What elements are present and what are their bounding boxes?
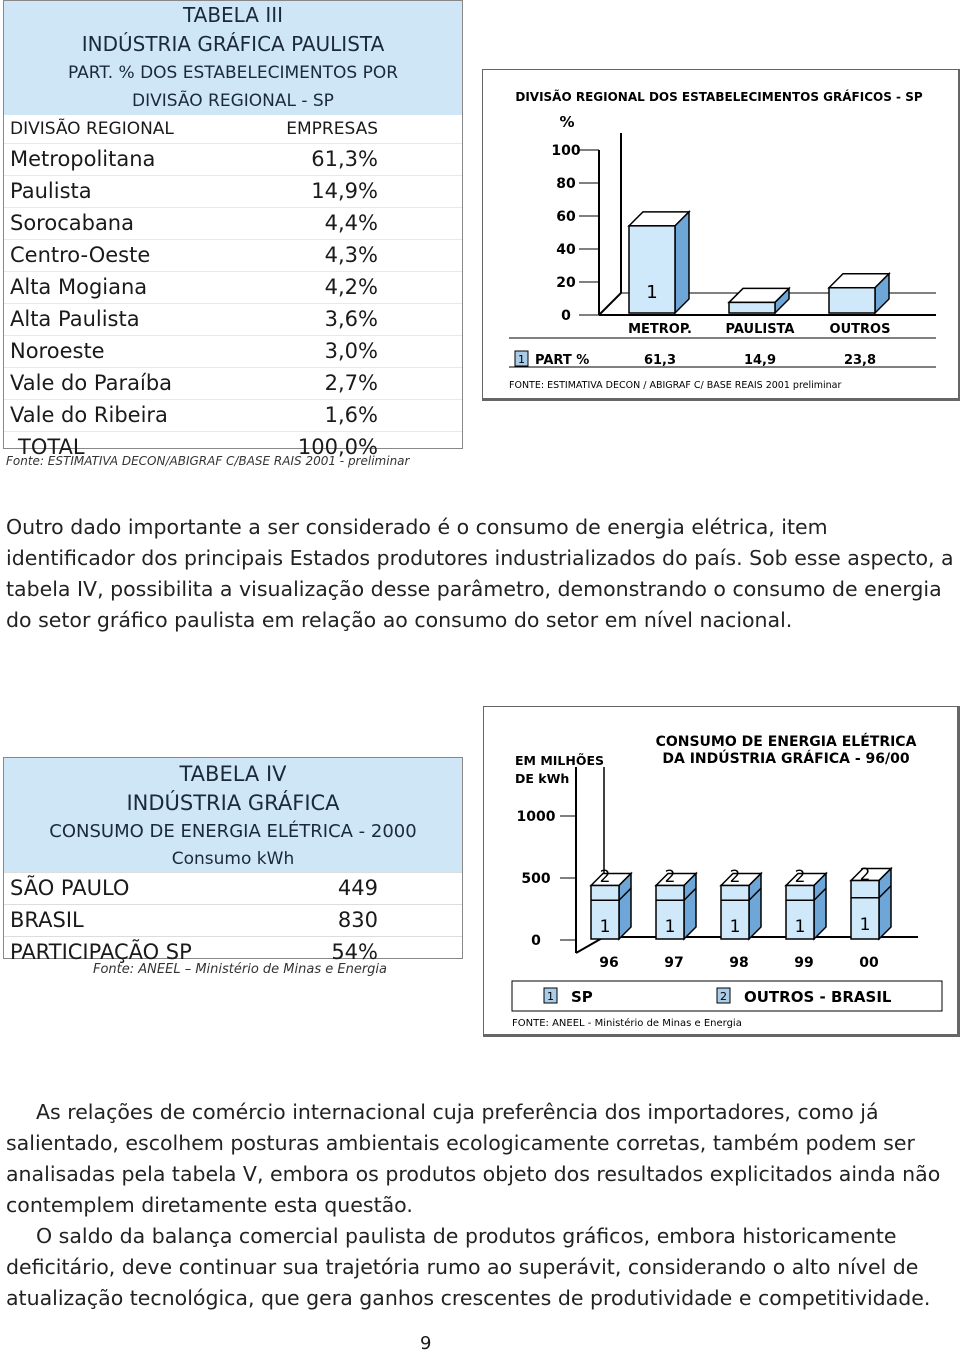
table-row	[4, 400, 462, 432]
row-label: Noroeste	[10, 339, 105, 363]
bar-00	[851, 865, 891, 939]
table-row	[4, 872, 462, 904]
row-value: 449	[337, 876, 378, 900]
table-row	[4, 176, 462, 208]
chart-title-line1: CONSUMO DE ENERGIA ELÉTRICA	[655, 734, 917, 750]
row-label: SÃO PAULO	[10, 876, 130, 900]
bar-96	[591, 867, 631, 939]
row-label: Alta Paulista	[10, 307, 140, 331]
table-iv-subtitle: INDÚSTRIA GRÁFICA	[4, 788, 462, 818]
bar-marker: 1	[646, 281, 658, 303]
category-label: 97	[664, 955, 684, 971]
table-iii-subtitle: INDÚSTRIA GRÁFICA PAULISTA	[4, 29, 462, 59]
legend-key-number: 1	[518, 353, 525, 366]
value-labels	[644, 353, 876, 368]
table-iv-source: Fonte: ANEEL – Ministério de Minas e Energia	[93, 962, 387, 977]
bar-side	[675, 212, 689, 313]
y-ticks	[517, 809, 576, 949]
category-label: PAULISTA	[725, 322, 795, 337]
table-iii-caption-2: DIVISÃO REGIONAL - SP	[4, 87, 462, 115]
paragraph-energy-intro: Outro dado importante a ser considerado é o consumo de energia elétrica, item identificador dos principais Estados produtores industrializados do país. Sob esse aspecto, a tabela IV, possibilita a visualização desse parâmetro, demonstrando o consumo de energia do setor gráfico paulista em relação ao consumo do setor em nível nacional.	[6, 515, 954, 632]
y-tick-label: 20	[556, 275, 576, 291]
legend-others-label: OUTROS - BRASIL	[744, 988, 892, 1006]
segment-label-2: 2	[859, 864, 871, 885]
data-label: 23,8	[843, 353, 877, 368]
chart-source: FONTE: ESTIMATIVA DECON / ABIGRAF C/ BASE REAIS 2001 preliminar	[509, 380, 842, 391]
legend-key-sp-number: 1	[547, 990, 554, 1003]
segment-label-2: 2	[664, 867, 676, 888]
segment-label-1: 1	[794, 917, 806, 938]
y-tick-label: 40	[556, 242, 576, 258]
y-tick-label: 500	[521, 871, 551, 887]
category-label: OUTROS	[829, 322, 891, 337]
y-axis-label-line1: EM MILHÕES	[515, 753, 605, 768]
table-iii-title: TABELA III	[4, 1, 462, 29]
table-iii-caption-1: PART. % DOS ESTABELECIMENTOS POR	[4, 59, 462, 87]
y-tick-label: 100	[551, 143, 581, 159]
y-tick-label: 1000	[516, 809, 556, 825]
table-row	[4, 208, 462, 240]
row-label: Metropolitana	[10, 147, 156, 171]
category-label: 00	[859, 955, 879, 971]
category-label: METROP.	[628, 322, 692, 337]
column-header-companies: EMPRESAS	[286, 119, 378, 139]
y-axis-label-line2: DE kWh	[515, 771, 570, 786]
row-value: 4,3%	[324, 243, 378, 267]
segment-label-2: 2	[599, 867, 611, 888]
row-label: Sorocabana	[10, 211, 134, 235]
bar-metrop	[629, 212, 689, 313]
category-label: 99	[794, 955, 814, 971]
segment-label-1: 1	[599, 917, 611, 938]
segment-label-1: 1	[664, 917, 676, 938]
table-iv-caption: CONSUMO DE ENERGIA ELÉTRICA - 2000	[4, 818, 462, 846]
chart-regional-division-svg	[483, 70, 955, 395]
bar-front	[729, 302, 775, 313]
bar-side	[879, 869, 891, 939]
segment-label-2: 2	[729, 867, 741, 888]
category-labels	[599, 955, 879, 971]
row-value: 54%	[331, 940, 378, 964]
bar-side	[814, 873, 826, 939]
total-value: 100,0%	[297, 435, 378, 459]
chart-energy-consumption	[483, 706, 960, 1037]
y-tick-label: 0	[531, 933, 541, 949]
total-label: TOTAL	[18, 435, 85, 459]
bar-paulista	[729, 288, 789, 313]
page-number: 9	[420, 1333, 432, 1354]
table-iii-source: Fonte: ESTIMATIVA DECON/ABIGRAF C/BASE RAIS 2001 - preliminar	[6, 454, 410, 468]
bars	[629, 212, 889, 313]
data-label: 14,9	[743, 353, 777, 368]
table-row	[4, 304, 462, 336]
category-labels	[628, 322, 890, 337]
table-row	[4, 240, 462, 272]
table-iv-unit: Consumo kWh	[4, 846, 462, 872]
row-value: 3,0%	[324, 339, 378, 363]
table-row	[4, 368, 462, 400]
data-label: 61,3	[643, 353, 677, 368]
legend-sp-label: SP	[571, 988, 593, 1006]
paragraph-trade-balance: O saldo da balança comercial paulista de produtos gráficos, embora historicamente deficitário, deve continuar sua trajetória rumo ao superávit, considerando o alto nível de atualização tecnológica, que gera ganhos crescentes de produtividade e competitividade.	[6, 1224, 931, 1310]
table-row	[4, 904, 462, 936]
table-iii-header-row	[4, 115, 462, 144]
chart-title: DIVISÃO REGIONAL DOS ESTABELECIMENTOS GRÁFICOS - SP	[515, 90, 923, 104]
y-axis-label: %	[559, 113, 575, 131]
category-label: 96	[599, 955, 619, 971]
table-iv	[3, 757, 463, 964]
bar-front	[829, 288, 875, 313]
row-value: 4,2%	[324, 275, 378, 299]
column-header-region: DIVISÃO REGIONAL	[10, 119, 174, 139]
back-wall-left	[599, 133, 621, 315]
row-value: 2,7%	[324, 371, 378, 395]
category-label: 98	[729, 955, 749, 971]
segment-label-2: 2	[794, 867, 806, 888]
legend-series-name: PART %	[535, 353, 590, 368]
bars	[591, 865, 891, 939]
y-tick-label: 0	[561, 308, 571, 324]
row-value: 3,6%	[324, 307, 378, 331]
row-label: Vale do Paraíba	[10, 371, 173, 395]
table-row	[4, 144, 462, 176]
bar-side	[619, 873, 631, 939]
y-tick-label: 60	[556, 209, 576, 225]
chart-source: FONTE: ANEEL - Ministério de Minas e Energia	[512, 1018, 742, 1029]
chart-regional-division	[482, 69, 960, 401]
row-value: 830	[337, 908, 378, 932]
table-iv-title: TABELA IV	[4, 758, 462, 788]
row-label: BRASIL	[10, 908, 84, 932]
chart-title-line2: DA INDÚSTRIA GRÁFICA - 96/00	[662, 751, 910, 767]
row-label: PARTICIPAÇÃO SP	[10, 940, 192, 964]
y-tick-label: 80	[556, 176, 576, 192]
row-label: Paulista	[10, 179, 92, 203]
paragraph-international-trade: As relações de comércio internacional cuja preferência dos importadores, como já salientado, escolhem posturas ambientais ecologicamente corretas, também podem ser analisadas pela tabela V, embora os produtos objeto dos resultados explicitados ainda não contemplem diretamente esta questão.	[6, 1100, 941, 1217]
row-label: Alta Mogiana	[10, 275, 148, 299]
legend-key-others-number: 2	[720, 990, 727, 1003]
row-label: Centro-Oeste	[10, 243, 151, 267]
row-value: 4,4%	[324, 211, 378, 235]
table-iii	[3, 0, 463, 459]
bar-outros	[829, 274, 889, 313]
bar-side	[749, 873, 761, 939]
segment-label-1: 1	[859, 914, 871, 935]
chart-energy-consumption-svg	[484, 707, 954, 1031]
row-label: Vale do Ribeira	[10, 403, 168, 427]
bar-97	[656, 867, 696, 939]
y-ticks	[551, 143, 599, 324]
segment-label-1: 1	[729, 917, 741, 938]
row-value: 61,3%	[311, 147, 378, 171]
bar-98	[721, 867, 761, 939]
row-value: 14,9%	[311, 179, 378, 203]
table-row	[4, 336, 462, 368]
bar-99	[786, 867, 826, 939]
row-value: 1,6%	[324, 403, 378, 427]
bar-side	[684, 873, 696, 939]
table-row	[4, 272, 462, 304]
